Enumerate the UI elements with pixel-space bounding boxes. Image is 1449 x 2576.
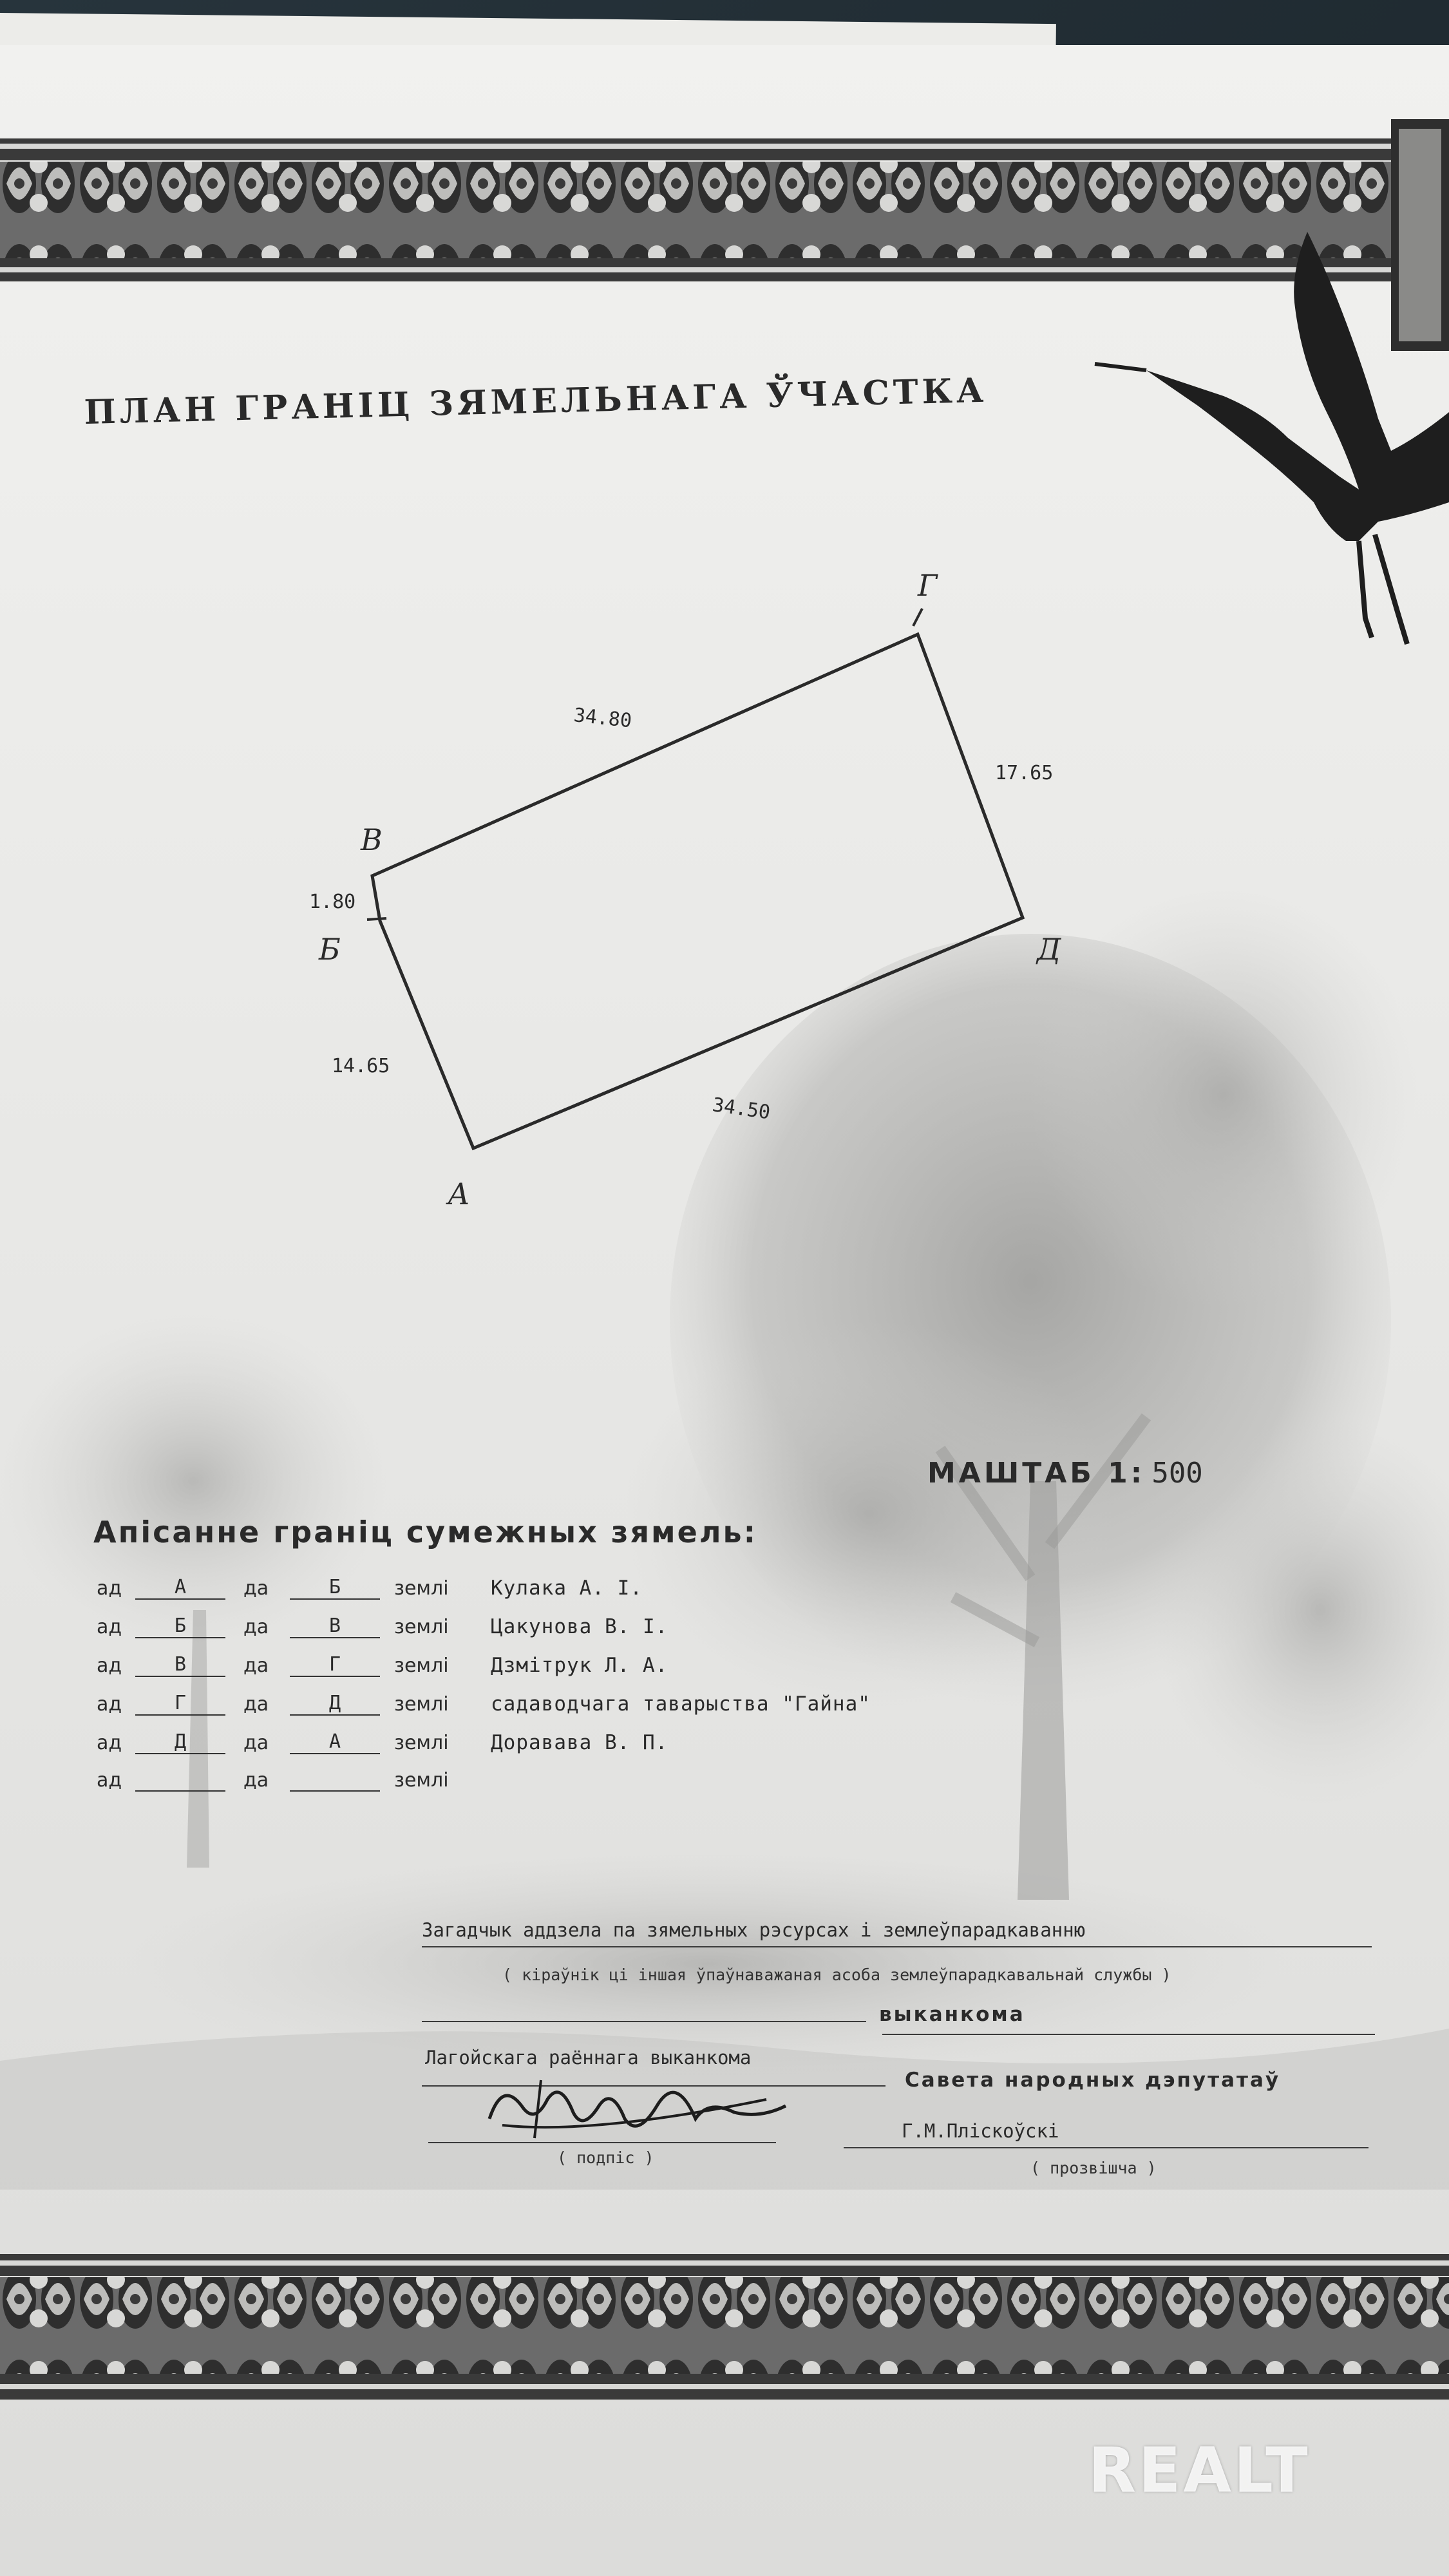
word-from: ад [97,1732,122,1754]
surname-hint: ( прозвішча ) [1030,2159,1157,2177]
committee-blank-line [422,2021,866,2022]
vertex-label-v: В [361,822,383,857]
district-committee: Лагойскага раённага выканкома [425,2047,752,2069]
word-land: землі [394,1577,449,1600]
signatory-surname: Г.М.Пліскоўскі [902,2120,1059,2142]
row-to-point: А [290,1730,380,1754]
row-owner: Доравава В. П. [491,1731,668,1754]
word-land: землі [394,1654,449,1677]
word-to: да [243,1693,269,1716]
word-from: ад [97,1693,122,1716]
adjacent-land-row [97,1687,934,1719]
adjacent-land-row [97,1726,934,1758]
plot-boundary [372,634,1023,1148]
row-owner: Кулака А. I. [491,1577,643,1600]
row-to-point: Г [290,1653,380,1677]
word-land: землі [394,1693,449,1716]
segment-label-ab: 14.65 [332,1055,390,1077]
word-to: да [243,1769,269,1792]
segment-label-gd: 17.65 [995,762,1054,784]
adjacent-land-row [97,1763,934,1795]
word-from: ад [97,1577,122,1600]
row-to-point: В [290,1615,380,1638]
word-to: да [243,1577,269,1600]
row-from-point: Г [135,1692,225,1716]
scale-value: 500 [1151,1457,1203,1490]
executive-committee-label: выканкома [879,2003,1025,2026]
vertex-g-tick [913,609,922,626]
adjacent-land-row [97,1571,934,1604]
signature-hint: ( подпіс ) [557,2148,654,2167]
row-to-point [290,1790,380,1792]
word-land: землі [394,1616,449,1638]
signature-line [428,2142,776,2143]
vertex-label-b: Б [319,932,341,967]
row-from-point [135,1790,225,1792]
row-owner: Цакунова В. I. [491,1615,668,1638]
word-to: да [243,1732,269,1754]
row-from-point: В [135,1653,225,1677]
adjacent-lands-heading: Апісанне граніц сумежных зямель: [93,1515,758,1549]
segment-label-vg: 34.80 [573,704,633,733]
word-land: землі [394,1769,449,1792]
adjacent-land-row [97,1610,934,1642]
word-to: да [243,1654,269,1677]
vertex-label-d: Д [1037,932,1061,967]
realt-watermark-logo: REALT [1088,2434,1311,2506]
word-land: землі [394,1732,449,1754]
word-from: ад [97,1769,122,1792]
position-title: Загадчык аддзела па зямельных рэсурсах і землеўпарадкаванню [422,1919,1086,1941]
row-owner: садаводчага таварыства "Гайна" [491,1692,871,1716]
word-from: ад [97,1616,122,1638]
row-to-point: Д [290,1692,380,1716]
position-hint: ( кіраўнік ці іншая ўпаўнаважаная асоба землеўпарадкавальнай службы ) [502,1965,1171,1984]
vertex-b-tick [367,918,386,920]
vertex-label-g: Г [918,568,938,603]
position-underline [422,1946,1372,1947]
row-from-point: Б [135,1615,225,1638]
word-from: ад [97,1654,122,1677]
scale-indicator [927,1457,1203,1490]
word-to: да [243,1616,269,1638]
council-label: Савета народных дэпутатаў [905,2069,1281,2092]
scale-label: МАШТАБ 1: [927,1457,1146,1490]
adjacent-land-row [97,1649,934,1681]
segment-label-da: 34.50 [710,1094,772,1124]
document-title: ПЛАН ГРАНІЦ ЗЯМЕЛЬНАГА ЎЧАСТКА [84,370,988,432]
surname-line [844,2147,1368,2148]
vertex-label-a: А [448,1177,470,1211]
row-from-point: Д [135,1730,225,1754]
segment-label-bv: 1.80 [309,891,356,913]
row-to-point: Б [290,1576,380,1600]
handwritten-signature [464,2061,799,2151]
committee-underline [882,2034,1375,2035]
row-owner: Дзмітрук Л. А. [491,1654,668,1677]
row-from-point: А [135,1576,225,1600]
